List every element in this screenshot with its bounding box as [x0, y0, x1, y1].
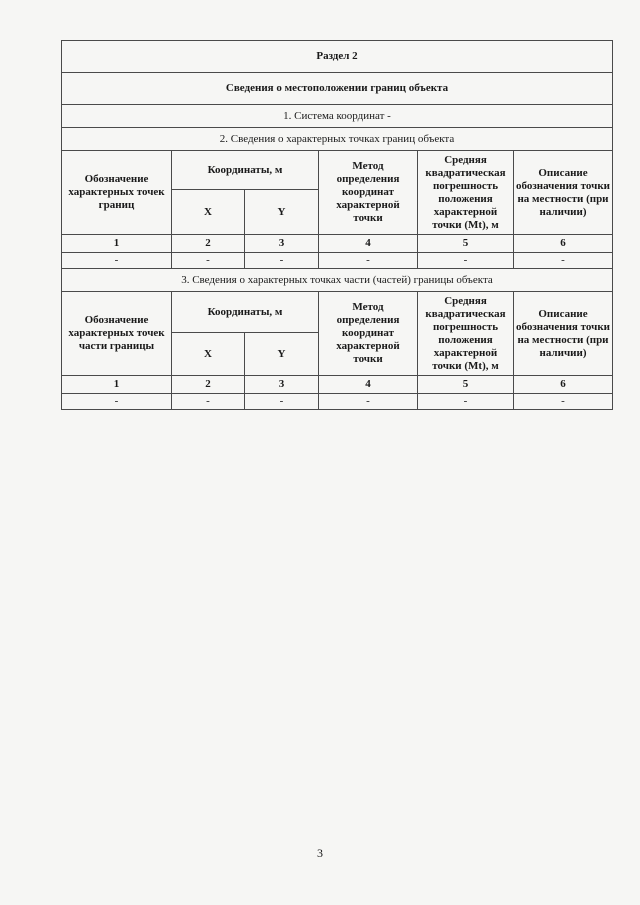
column-number: 2: [172, 235, 245, 253]
col-error-header: Средняя квадратическая погрешность положения характерной точки (Mt), м: [418, 292, 514, 376]
table-cell: -: [319, 253, 418, 269]
section-heading: Раздел 2: [62, 41, 613, 73]
column-number: 1: [62, 235, 172, 253]
column-number: 4: [319, 376, 418, 394]
col-method-header: Метод определения координат характерной точки: [319, 292, 418, 376]
col-x-header: X: [172, 333, 245, 376]
table-cell: -: [62, 394, 172, 410]
col-coordinates-header: Координаты, м: [172, 151, 319, 190]
col-x-header: X: [172, 190, 245, 235]
boundary-table: [61, 40, 613, 410]
col-y-header: Y: [245, 333, 319, 376]
column-number: 3: [245, 376, 319, 394]
table-cell: -: [514, 394, 613, 410]
column-number: 6: [514, 235, 613, 253]
col-coordinates-header: Координаты, м: [172, 292, 319, 333]
table-cell: -: [418, 394, 514, 410]
column-numbers-row: [62, 235, 613, 253]
table-cell: -: [172, 394, 245, 410]
table-cell: -: [245, 253, 319, 269]
column-number: 5: [418, 376, 514, 394]
column-number: 3: [245, 235, 319, 253]
col-designation-header: Обозначение характерных точек границ: [62, 151, 172, 235]
column-number: 4: [319, 235, 418, 253]
page-number: 3: [317, 846, 323, 860]
coordinate-system-label: 1. Система координат -: [62, 105, 613, 128]
column-number: 6: [514, 376, 613, 394]
col-y-header: Y: [245, 190, 319, 235]
table-cell: -: [319, 394, 418, 410]
col-error-header: Средняя квадратическая погрешность положения характерной точки (Mt), м: [418, 151, 514, 235]
table-cell: -: [245, 394, 319, 410]
column-number: 2: [172, 376, 245, 394]
column-number: 5: [418, 235, 514, 253]
table-cell: -: [172, 253, 245, 269]
table-row: [62, 394, 613, 410]
table-cell: -: [62, 253, 172, 269]
part-boundary-points-caption: 3. Сведения о характерных точках части (частей) границы объекта: [62, 269, 613, 292]
table-row: [62, 253, 613, 269]
column-number: 1: [62, 376, 172, 394]
table-cell: -: [514, 253, 613, 269]
boundary-points-caption: 2. Сведения о характерных точках границ объекта: [62, 128, 613, 151]
col-designation-header: Обозначение характерных точек части границы: [62, 292, 172, 376]
col-method-header: Метод определения координат характерной точки: [319, 151, 418, 235]
col-description-header: Описание обозначения точки на местности (при наличии): [514, 151, 613, 235]
document-title: Сведения о местоположении границ объекта: [62, 73, 613, 105]
table-cell: -: [418, 253, 514, 269]
col-description-header: Описание обозначения точки на местности (при наличии): [514, 292, 613, 376]
column-numbers-row: [62, 376, 613, 394]
